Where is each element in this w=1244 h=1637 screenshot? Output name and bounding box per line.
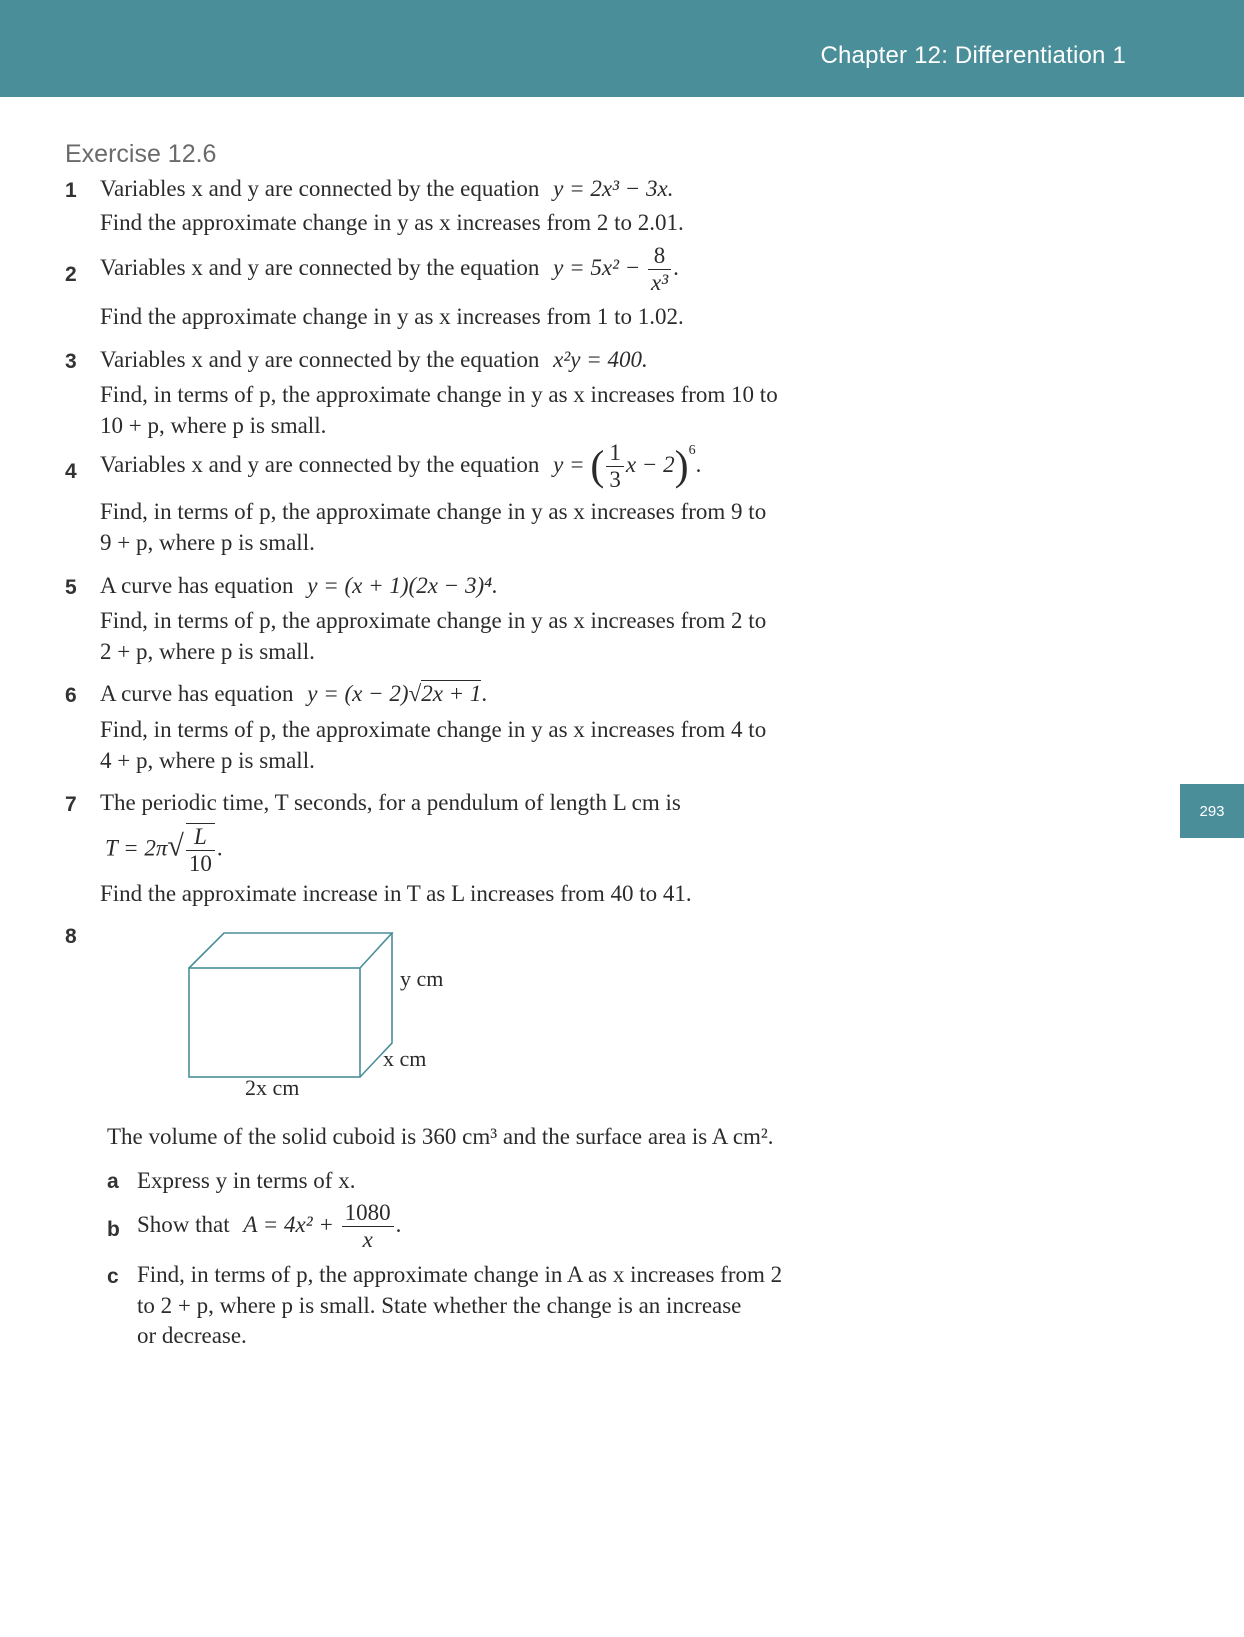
question-4-right-paren: ) — [674, 443, 689, 490]
question-4-number: 4 — [65, 460, 77, 483]
cuboid-top-edges — [189, 933, 392, 968]
question-2-line-2: Find the approximate change in y as x increases from 1 to 1.02. — [100, 304, 684, 329]
question-2-denominator: x³ — [648, 269, 671, 296]
cuboid-front-face — [189, 968, 360, 1077]
question-6-radical-icon: √ — [408, 681, 422, 706]
question-4-left-paren: ( — [590, 443, 605, 490]
question-5-line-3: 2 + p, where p is small. — [100, 639, 315, 664]
question-8c-line-1: Find, in terms of p, the approximate change in A as x increases from 2 — [137, 1262, 783, 1287]
question-7-number: 7 — [65, 793, 77, 816]
question-2-line-1: Variables x and y are connected by the equation y = 5x² − $\frac{8}{\text{x³}}$ . — [100, 243, 679, 295]
question-1-line-2: Find the approximate change in y as x increases from 2 to 2.01. — [100, 210, 684, 235]
question-3-number: 3 — [65, 350, 77, 373]
question-6-line-2: Find, in terms of p, the approximate change in y as x increases from 4 to — [100, 717, 767, 742]
exercise-title: Exercise 12.6 — [65, 140, 217, 168]
question-8b-denominator: x — [342, 1226, 394, 1253]
question-6-line-1: A curve has equation y = (x − 2)√2x + 1. — [100, 681, 488, 706]
question-2-number: 2 — [65, 263, 77, 286]
question-6-radicand: 2x + 1 — [421, 681, 482, 706]
question-7-radical-icon: √ — [167, 829, 184, 863]
question-8c-label: c — [107, 1265, 119, 1288]
chapter-title: Chapter 12: Differentiation 1 — [820, 42, 1126, 69]
question-1-number: 1 — [65, 179, 77, 202]
question-4-eq-lhs: y = — [553, 451, 585, 477]
question-3-line-1 — [100, 345, 648, 375]
question-5-number: 5 — [65, 576, 77, 599]
question-7-line-1: The periodic time, T seconds, for a pendulum of length L cm is — [100, 790, 681, 815]
question-7-fraction — [186, 823, 215, 877]
question-8b-text: Show that — [137, 1211, 230, 1237]
question-4-line-1: Variables x and y are connected by the equation y = ( $\frac{1}{3}$ x − 2)$^6$. — [100, 440, 702, 492]
header-band — [0, 0, 1244, 97]
question-1-line-1 — [100, 174, 673, 204]
question-8b-eq-lhs: A = 4x² + — [243, 1211, 334, 1237]
question-6-eq-lhs: y = (x − 2) — [307, 681, 409, 706]
question-8a-label: a — [107, 1170, 119, 1193]
question-8a-text: Express y in terms of x. — [137, 1168, 356, 1193]
question-7-denominator: 10 — [186, 850, 215, 877]
question-2-eq-lhs: y = 5x² − — [553, 254, 641, 280]
question-2-numerator: 8 — [653, 243, 666, 268]
question-4-line-3: 9 + p, where p is small. — [100, 530, 315, 555]
question-8b-label: b — [107, 1218, 120, 1241]
question-6-text: A curve has equation — [100, 681, 294, 706]
question-1-text: Variables x and y are connected by the equation — [100, 176, 540, 201]
question-5-line-2: Find, in terms of p, the approximate change in y as x increases from 2 to — [100, 608, 767, 633]
question-4-line-2: Find, in terms of p, the approximate change in y as x increases from 9 to — [100, 499, 767, 524]
question-8b-numerator: 1080 — [344, 1200, 391, 1225]
question-6-line-3: 4 + p, where p is small. — [100, 748, 315, 773]
question-3-text: Variables x and y are connected by the equation — [100, 347, 540, 372]
question-8c-line-2: to 2 + p, where p is small. State whether the change is an increase — [137, 1293, 742, 1318]
cuboid-height-label: y cm — [400, 966, 444, 991]
question-8b-line: Show that A = 4x² + $\frac{1080}{x}$ . — [137, 1200, 402, 1252]
question-6-number: 6 — [65, 684, 77, 707]
question-2-fraction — [648, 243, 671, 296]
question-4-text: Variables x and y are connected by the equation — [100, 451, 540, 477]
question-7-line-3: Find the approximate increase in T as L increases from 40 to 41. — [100, 881, 692, 906]
question-4-power: 6 — [688, 442, 696, 458]
question-2-text: Variables x and y are connected by the equation — [100, 254, 540, 280]
question-4-fraction — [606, 440, 624, 493]
question-8-number: 8 — [65, 925, 77, 948]
question-8c-line-3: or decrease. — [137, 1323, 247, 1348]
question-4-numerator: 1 — [609, 440, 621, 465]
page-number: 293 — [1180, 784, 1244, 838]
question-5-line-1 — [100, 571, 498, 601]
question-1-equation: y = 2x³ − 3x. — [553, 176, 674, 201]
question-5-text: A curve has equation — [100, 573, 294, 598]
cuboid-width-label: 2x cm — [245, 1075, 300, 1100]
question-7-eq-lhs: T = 2π — [105, 835, 168, 861]
question-3-line-3: 10 + p, where p is small. — [100, 413, 327, 438]
question-7-equation: T = 2π√ $\frac{L}{10}$ . — [105, 824, 223, 876]
question-8-intro: The volume of the solid cuboid is 360 cm³ and the surface area is A cm². — [107, 1124, 774, 1149]
question-4-denominator: 3 — [606, 466, 624, 493]
question-8b-fraction — [342, 1200, 394, 1253]
question-7-numerator: L — [193, 824, 207, 849]
question-3-equation: x²y = 400. — [553, 347, 648, 372]
question-3-line-2: Find, in terms of p, the approximate change in y as x increases from 10 to — [100, 382, 778, 407]
cuboid-depth-label: x cm — [383, 1046, 427, 1071]
question-4-eq-rest: x − 2 — [625, 451, 675, 477]
question-5-equation: y = (x + 1)(2x − 3)⁴. — [307, 573, 498, 598]
